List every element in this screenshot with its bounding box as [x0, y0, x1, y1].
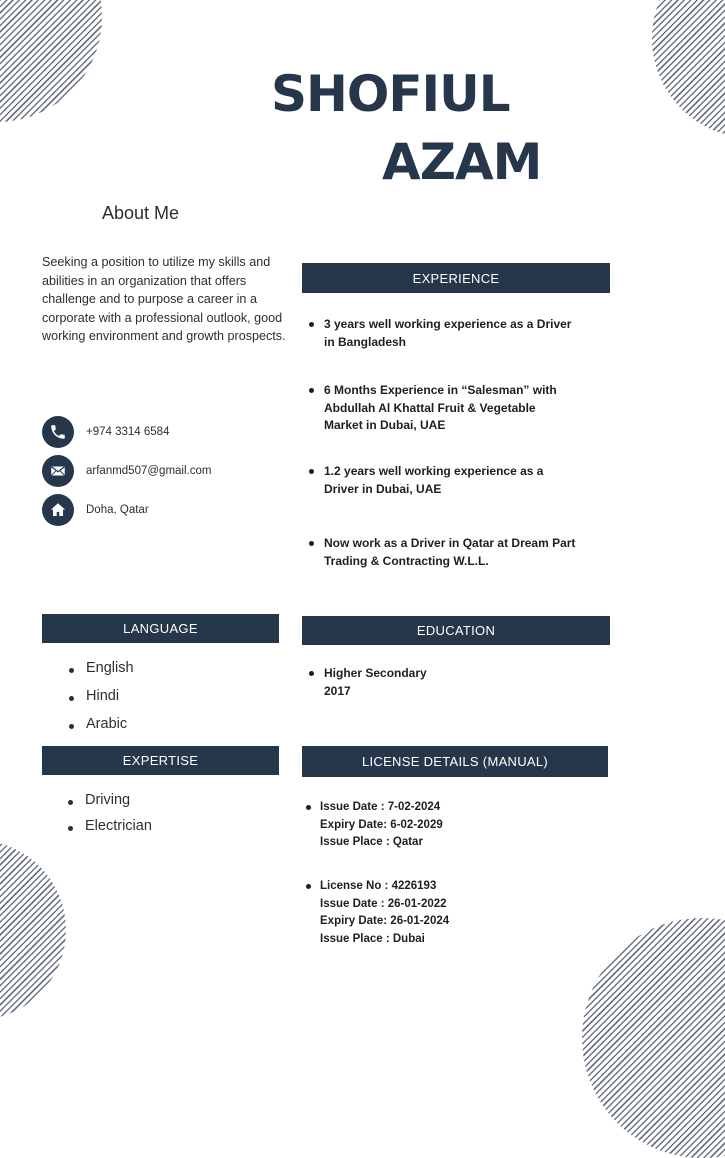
experience-item	[324, 316, 616, 351]
about-title: About Me	[102, 203, 180, 223]
experience-line: Market in Dubai, UAE	[324, 418, 446, 432]
phone-number: +974 3314 6584	[86, 426, 170, 438]
experience-line: 3 years well working experience as a Driver	[324, 317, 572, 331]
language-item: Hindi	[86, 688, 120, 704]
decorative-circle-bottom-right	[582, 918, 725, 1158]
license-item	[320, 799, 520, 852]
education-line: 2017	[324, 683, 351, 698]
license-line: Issue Place : Dubai	[320, 932, 425, 945]
about-text: Seeking a position to utilize my skills and abilities in an organization that offers challenge and to purpose a career in a corporate with a professional outlook, good working environment and growth prospects.	[42, 255, 286, 343]
education-item	[324, 665, 524, 700]
envelope-icon	[42, 455, 74, 487]
experience-line: 1.2 years well working experience as a	[324, 464, 544, 478]
first-name: SHOFIUL	[271, 65, 510, 123]
experience-line: in Bangladesh	[324, 334, 407, 349]
decorative-circle-top-left	[0, 0, 102, 122]
decorative-circle-top-right	[652, 0, 725, 138]
education-heading: EDUCATION	[302, 616, 610, 645]
home-icon	[42, 494, 74, 526]
license-item	[320, 878, 520, 948]
expertise-item: Electrician	[85, 818, 152, 834]
experience-line: 6 Months Experience in “Salesman” with	[324, 383, 557, 397]
license-heading: LICENSE DETAILS (MANUAL)	[302, 746, 608, 777]
language-heading: LANGUAGE	[42, 614, 279, 643]
experience-heading: EXPERIENCE	[302, 263, 610, 293]
location-text: Doha, Qatar	[86, 504, 149, 516]
expertise-heading: EXPERTISE	[42, 746, 279, 775]
expertise-item: Driving	[85, 792, 131, 808]
last-name: AZAM	[382, 133, 542, 191]
experience-line: Driver in Dubai, UAE	[324, 481, 442, 496]
license-line: Issue Date : 7-02-2024	[320, 801, 441, 813]
license-line: Expiry Date: 26-01-2024	[320, 915, 450, 927]
experience-line: Trading & Contracting W.L.L.	[324, 553, 489, 568]
education-line: Higher Secondary	[324, 666, 427, 680]
contact-location	[42, 494, 149, 526]
experience-item	[324, 382, 616, 435]
decorative-circle-bottom-left	[0, 840, 66, 1020]
experience-item	[324, 463, 616, 498]
email-address: arfanmd507@gmail.com	[86, 465, 212, 477]
language-item: English	[86, 660, 134, 676]
language-item: Arabic	[86, 716, 128, 732]
license-line: Issue Date : 26-01-2022	[320, 897, 447, 910]
license-line: Issue Place : Qatar	[320, 836, 423, 848]
phone-icon	[42, 416, 74, 448]
license-line: Expiry Date: 6-02-2029	[320, 818, 443, 831]
contact-phone	[42, 416, 169, 448]
experience-line: Abdullah Al Khattal Fruit & Vegetable	[324, 400, 536, 415]
license-line: License No : 4226193	[320, 880, 437, 892]
contact-email	[42, 455, 211, 487]
experience-line: Now work as a Driver in Qatar at Dream Part	[324, 536, 576, 550]
experience-item	[324, 535, 616, 570]
